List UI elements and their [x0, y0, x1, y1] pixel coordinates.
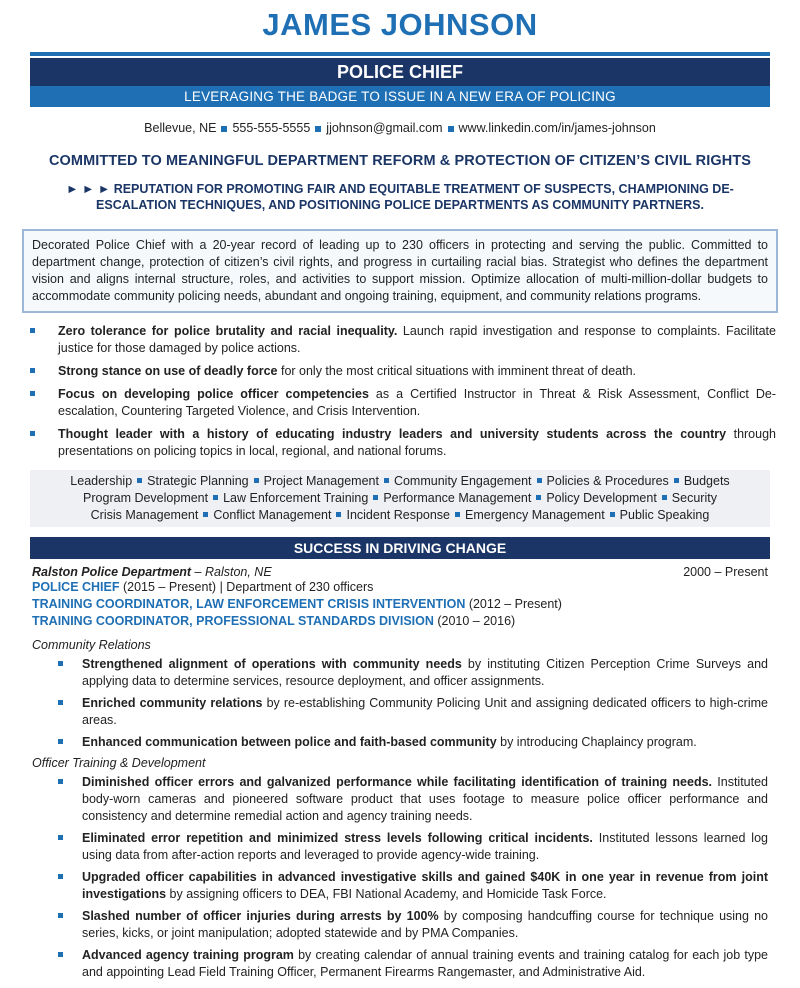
list-item: Strengthened alignment of operations with community needs by instituting Citizen Perception Crime Surveys and applying data to determine services, resource deployment, and officer assignments.	[82, 656, 768, 690]
square-bullet-icon	[58, 700, 63, 705]
square-bullet-icon	[254, 478, 259, 483]
list-item: Thought leader with a history of educating industry leaders and university students across the country through presentations on policing topics in local, regional, and national forums.	[58, 426, 776, 460]
square-bullet-icon	[30, 328, 35, 333]
square-bullet-icon	[58, 779, 63, 784]
job-header	[32, 565, 768, 579]
list-item: Upgraded officer capabilities in advanced investigative skills and gained $40K in one year in revenue from joint investigations by assigning officers to DEA, FBI National Academy, and Homicide Task Force.	[82, 869, 768, 903]
list-item: Strong stance on use of deadly force for only the most critical situations with imminent threat of death.	[58, 363, 776, 380]
skills-panel	[30, 470, 770, 527]
contact-line	[0, 121, 800, 135]
achievements-list	[82, 774, 768, 981]
square-bullet-icon	[448, 126, 454, 132]
achievements-list	[82, 656, 768, 751]
list-item: Slashed number of officer injuries during arrests by 100% by composing handcuffing course for technique using no series, kicks, or joint manipulation; adopted statewide and by PMA Companies.	[82, 908, 768, 942]
contact-location: Bellevue, NE	[144, 121, 217, 135]
job-dates: 2000 – Present	[683, 565, 768, 579]
square-bullet-icon	[58, 739, 63, 744]
contact-email[interactable]: jjohnson@gmail.com	[326, 121, 443, 135]
list-item: Enriched community relations by re-establishing Community Policing Unit and assigning dedicated officers to high-crime areas.	[82, 695, 768, 729]
square-bullet-icon	[455, 512, 460, 517]
square-bullet-icon	[674, 478, 679, 483]
category-heading: Community Relations	[32, 638, 151, 652]
subheadline: ► ► ► REPUTATION FOR PROMOTING FAIR AND EQUITABLE TREATMENT OF SUSPECTS, CHAMPIONING DE-ESCALATION TECHNIQUES, AND POSITIONING POLICE DEPARTMENTS AS COMMUNITY PARTNERS.	[66, 182, 734, 212]
square-bullet-icon	[58, 952, 63, 957]
skills-row: Leadership Strategic Planning Project Management Community Engagement Policies & Procedures Budgets	[70, 474, 730, 488]
square-bullet-icon	[58, 835, 63, 840]
square-bullet-icon	[30, 368, 35, 373]
section-heading: SUCCESS IN DRIVING CHANGE	[30, 537, 770, 559]
square-bullet-icon	[536, 495, 541, 500]
square-bullet-icon	[537, 478, 542, 483]
skills-row: Program Development Law Enforcement Training Performance Management Policy Development Security	[83, 491, 717, 505]
square-bullet-icon	[662, 495, 667, 500]
square-bullet-icon	[315, 126, 321, 132]
square-bullet-icon	[384, 478, 389, 483]
role-line: TRAINING COORDINATOR, LAW ENFORCEMENT CRISIS INTERVENTION (2012 – Present)	[32, 597, 562, 611]
list-item: Zero tolerance for police brutality and racial inequality. Launch rapid investigation and response to complaints. Facilitate justice for those damaged by police actions.	[58, 323, 776, 357]
square-bullet-icon	[373, 495, 378, 500]
square-bullet-icon	[137, 478, 142, 483]
square-bullet-icon	[213, 495, 218, 500]
category-heading: Officer Training & Development	[32, 756, 206, 770]
summary-box: Decorated Police Chief with a 20-year record of leading up to 230 officers in protecting and serving the public. Committed to department change, protection of citizen’s civil rights, and progress in curtailing racial bias. Strategist who defines the department vision and aligns internal structure, roles, and activities to support mission. Optimize allocation of multi-million-dollar budgets to accommodate community policing needs, abundant and ongoing training, equipment, and community relations programs.	[22, 229, 778, 313]
square-bullet-icon	[30, 391, 35, 396]
square-bullet-icon	[221, 126, 227, 132]
list-item: Advanced agency training program by creating calendar of annual training events and training catalog for each job type and appointing Lead Field Training Officer, Permanent Firearms Rangemaster, and Administrative Aid.	[82, 947, 768, 981]
skills-row: Crisis Management Conflict Management Incident Response Emergency Management Public Speaking	[90, 508, 710, 522]
square-bullet-icon	[336, 512, 341, 517]
square-bullet-icon	[203, 512, 208, 517]
employer-name: Ralston Police Department	[32, 565, 192, 579]
candidate-name: JAMES JOHNSON	[262, 7, 538, 42]
highlights-list	[58, 323, 776, 460]
contact-linkedin[interactable]: www.linkedin.com/in/james-johnson	[458, 121, 656, 135]
role-line: TRAINING COORDINATOR, PROFESSIONAL STANDARDS DIVISION (2010 – 2016)	[32, 614, 516, 628]
contact-phone: 555-555-5555	[232, 121, 311, 135]
square-bullet-icon	[58, 874, 63, 879]
job-title-banner: POLICE CHIEF	[30, 58, 770, 86]
role-line: POLICE CHIEF (2015 – Present) | Department of 230 officers	[32, 580, 374, 594]
square-bullet-icon	[58, 913, 63, 918]
square-bullet-icon	[30, 431, 35, 436]
list-item: Eliminated error repetition and minimized stress levels following critical incidents. Instituted lessons learned log using data from after-action reports and leveraged to provide agency-wide training.	[82, 830, 768, 864]
employer-location: – Ralston, NE	[191, 565, 272, 579]
header-accent-bar	[30, 52, 770, 56]
square-bullet-icon	[610, 512, 615, 517]
list-item: Diminished officer errors and galvanized performance while facilitating identification of training needs. Instituted body-worn cameras and pioneered software product that uses footage to measure police officer performance and consistency and determine remedial action and agency training needs.	[82, 774, 768, 825]
tagline-banner: LEVERAGING THE BADGE TO ISSUE IN A NEW ERA OF POLICING	[30, 86, 770, 107]
list-item: Enhanced communication between police and faith-based community by introducing Chaplaincy program.	[82, 734, 768, 751]
headline: COMMITTED TO MEANINGFUL DEPARTMENT REFORM & PROTECTION OF CITIZEN’S CIVIL RIGHTS	[48, 153, 752, 169]
square-bullet-icon	[58, 661, 63, 666]
list-item: Focus on developing police officer competencies as a Certified Instructor in Threat & Risk Assessment, Conflict De-escalation, Countering Targeted Violence, and Crisis Intervention.	[58, 386, 776, 420]
